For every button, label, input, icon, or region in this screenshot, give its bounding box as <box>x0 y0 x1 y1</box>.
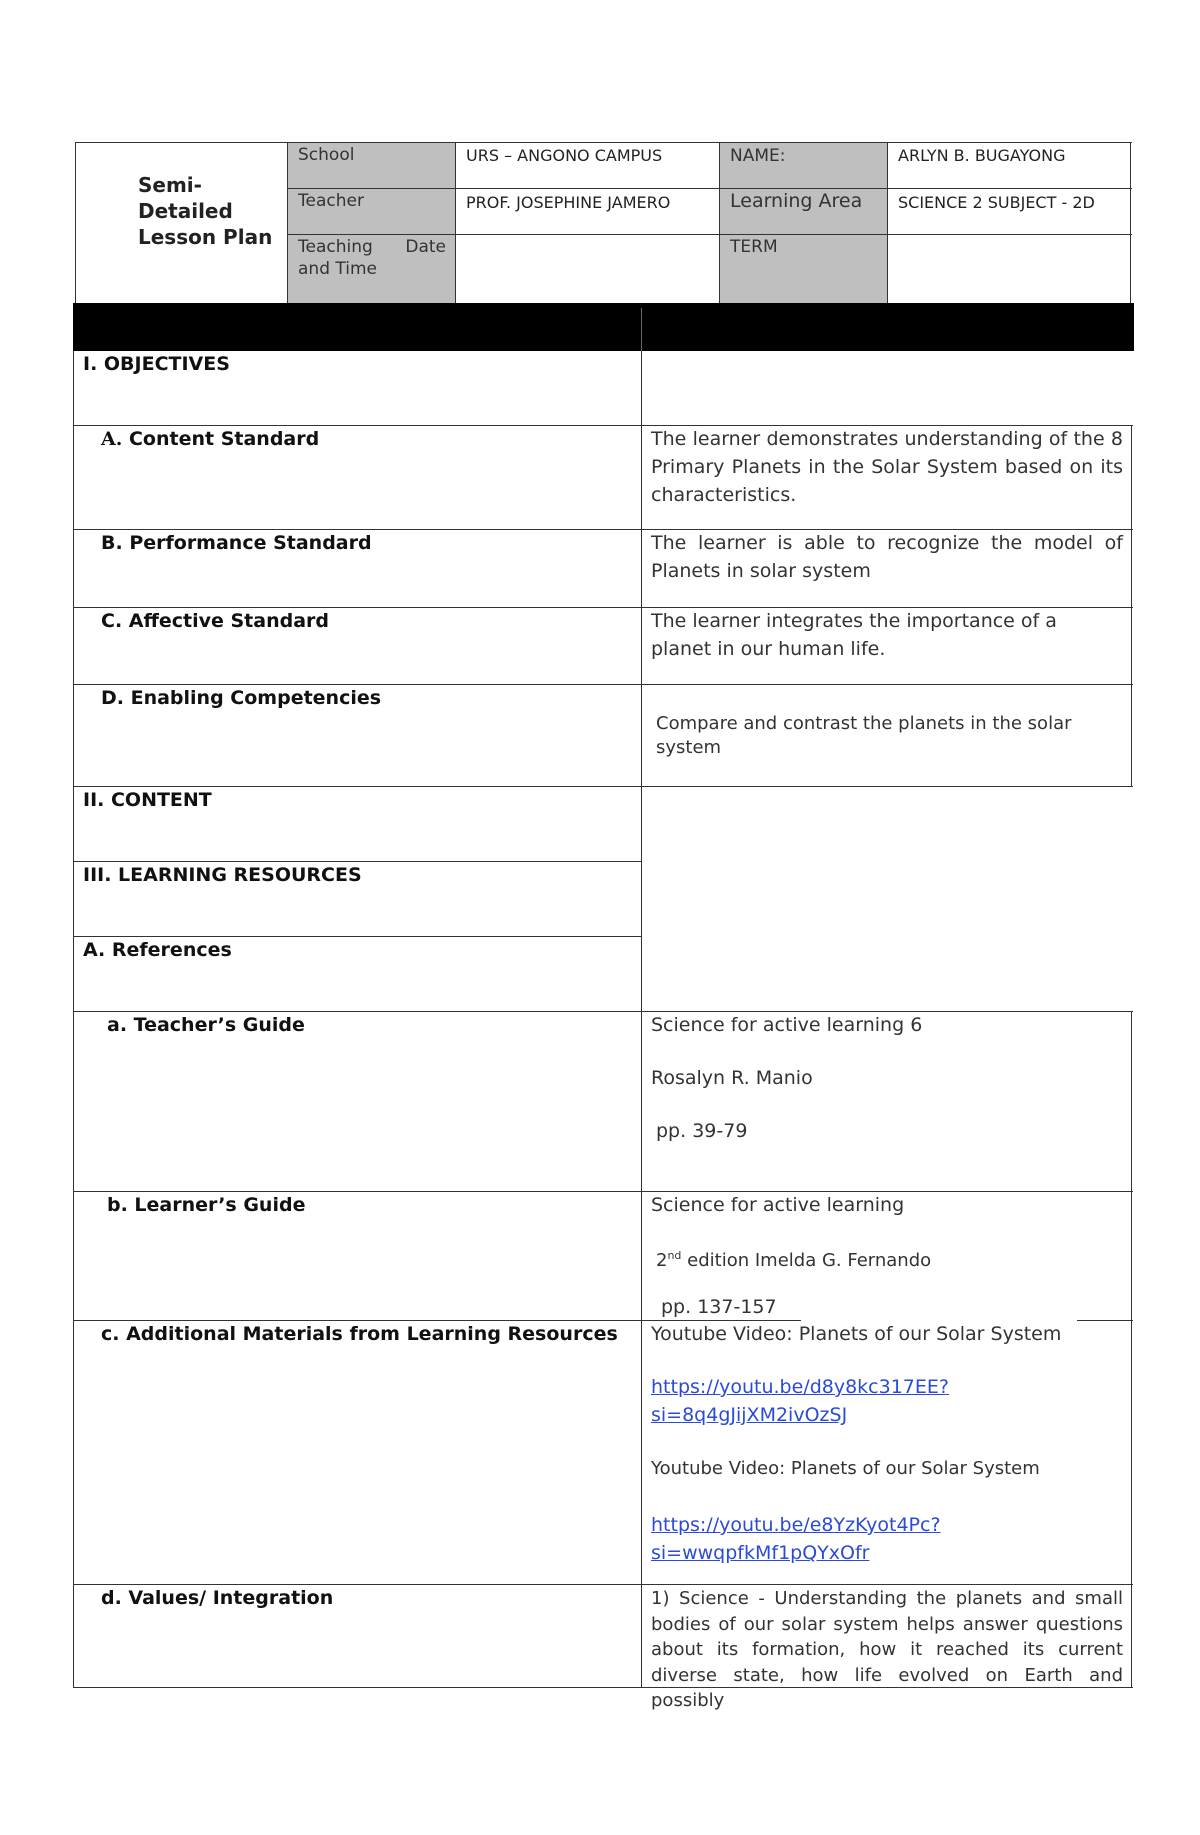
term-value <box>888 236 908 242</box>
header-col-divider <box>1130 142 1131 303</box>
bar-divider <box>641 308 642 352</box>
edition-author: edition Imelda G. Fernando <box>681 1250 932 1271</box>
teachers-guide-label: a. Teacher’s Guide <box>107 1014 305 1036</box>
title-line: Lesson Plan <box>138 225 273 249</box>
content-standard-label <box>101 427 319 451</box>
teaching-label: Teaching <box>298 237 373 257</box>
row-line <box>73 1584 1133 1585</box>
section-header-bar <box>73 303 1134 351</box>
objectives-heading: I. OBJECTIVES <box>83 353 230 375</box>
teaching-date-time-label <box>288 234 456 282</box>
header-col-divider <box>287 142 288 303</box>
and-time-label: and Time <box>298 259 377 279</box>
date-label: Date <box>405 237 446 257</box>
edition-suffix: nd <box>667 1249 682 1262</box>
performance-standard-value: The learner is able to recognize the model of Planets in solar system <box>651 532 1123 582</box>
values-integration-label: d. Values/ Integration <box>101 1587 334 1609</box>
video-link[interactable] <box>651 1373 1123 1429</box>
teachers-guide-pages: pp. 39-79 <box>656 1120 748 1142</box>
header-col-divider <box>455 142 456 303</box>
school-label: School <box>298 145 355 165</box>
additional-materials-label: c. Additional Materials from Learning Resources <box>101 1323 618 1345</box>
row-line <box>73 936 641 937</box>
title-line: Semi- <box>138 173 202 197</box>
teaching-date-time-value <box>456 236 476 242</box>
header-row-divider <box>287 188 1132 189</box>
name-label: NAME: <box>730 146 786 166</box>
affective-standard-label: C. Affective Standard <box>101 610 330 632</box>
header-col-divider <box>719 142 720 303</box>
enabling-competencies-value: Compare and contrast the planets in the solar system <box>656 713 1072 758</box>
term-label: TERM <box>730 237 778 257</box>
row-line <box>73 684 1133 685</box>
name-value: ARLYN B. BUGAYONG <box>898 146 1066 165</box>
content-standard-text: Content Standard <box>128 428 320 450</box>
learners-guide-pages: pp. 137-157 <box>661 1296 777 1318</box>
enabling-competencies-label: D. Enabling Competencies <box>101 687 382 709</box>
teachers-guide-title: Science for active learning 6 <box>651 1014 923 1036</box>
edition-number: 2 <box>656 1250 668 1271</box>
content-standard-letter: A. <box>101 428 123 450</box>
document-title <box>138 172 272 250</box>
video-title: Youtube Video: Planets of our Solar System <box>651 1458 1040 1479</box>
header-row-divider <box>287 234 1132 235</box>
row-line <box>73 1320 641 1321</box>
content-standard-value: The learner demonstrates understanding of the 8 Primary Planets in the Solar System based on its characteristics. <box>651 428 1123 506</box>
learning-resources-heading: III. LEARNING RESOURCES <box>83 864 362 886</box>
header-col-divider <box>75 142 76 303</box>
header-border-top <box>75 142 1132 143</box>
video-link-line[interactable]: si=wwqpfkMf1pQYxOfr <box>651 1542 870 1564</box>
content-heading: II. CONTENT <box>83 789 212 811</box>
learning-area-label: Learning Area <box>730 190 863 212</box>
title-line: Detailed <box>138 199 233 223</box>
teacher-value: PROF. JOSEPHINE JAMERO <box>466 193 671 212</box>
learners-guide-value <box>651 1191 1123 1321</box>
teacher-label: Teacher <box>298 191 364 211</box>
video-link-line[interactable]: si=8q4gJijXM2ivOzSJ <box>651 1404 848 1426</box>
row-line <box>73 786 1133 787</box>
learning-area-value: SCIENCE 2 SUBJECT - 2D <box>898 193 1095 212</box>
school-value: URS – ANGONO CAMPUS <box>466 146 663 165</box>
teachers-guide-author: Rosalyn R. Manio <box>651 1067 813 1089</box>
table-right-border <box>1131 425 1132 786</box>
references-heading: A. References <box>83 939 232 961</box>
table-middle-divider <box>641 351 642 1687</box>
additional-materials-value <box>651 1320 1123 1567</box>
video-link[interactable] <box>651 1511 1123 1567</box>
row-line <box>73 861 641 862</box>
learners-guide-title: Science for active learning <box>651 1194 905 1216</box>
header-col-divider <box>887 142 888 303</box>
teachers-guide-value <box>651 1011 1123 1145</box>
values-integration-value: 1) Science - Understanding the planets and small bodies of our solar system helps answer questions about its formation, how it reached its current diverse state, how life evolved on Earth and possibly <box>651 1588 1123 1711</box>
video-link-line[interactable]: https://youtu.be/e8YzKyot4Pc? <box>651 1514 941 1536</box>
video-title: Youtube Video: Planets of our Solar System <box>651 1323 1062 1345</box>
learners-guide-label: b. Learner’s Guide <box>107 1194 306 1216</box>
table-right-border <box>1131 1011 1132 1687</box>
table-left-border <box>73 351 74 1687</box>
video-link-line[interactable]: https://youtu.be/d8y8kc317EE? <box>651 1376 949 1398</box>
affective-standard-value: The learner integrates the importance of a planet in our human life. <box>651 610 1057 660</box>
learners-guide-edition <box>651 1242 1123 1275</box>
performance-standard-label: B. Performance Standard <box>101 532 372 554</box>
